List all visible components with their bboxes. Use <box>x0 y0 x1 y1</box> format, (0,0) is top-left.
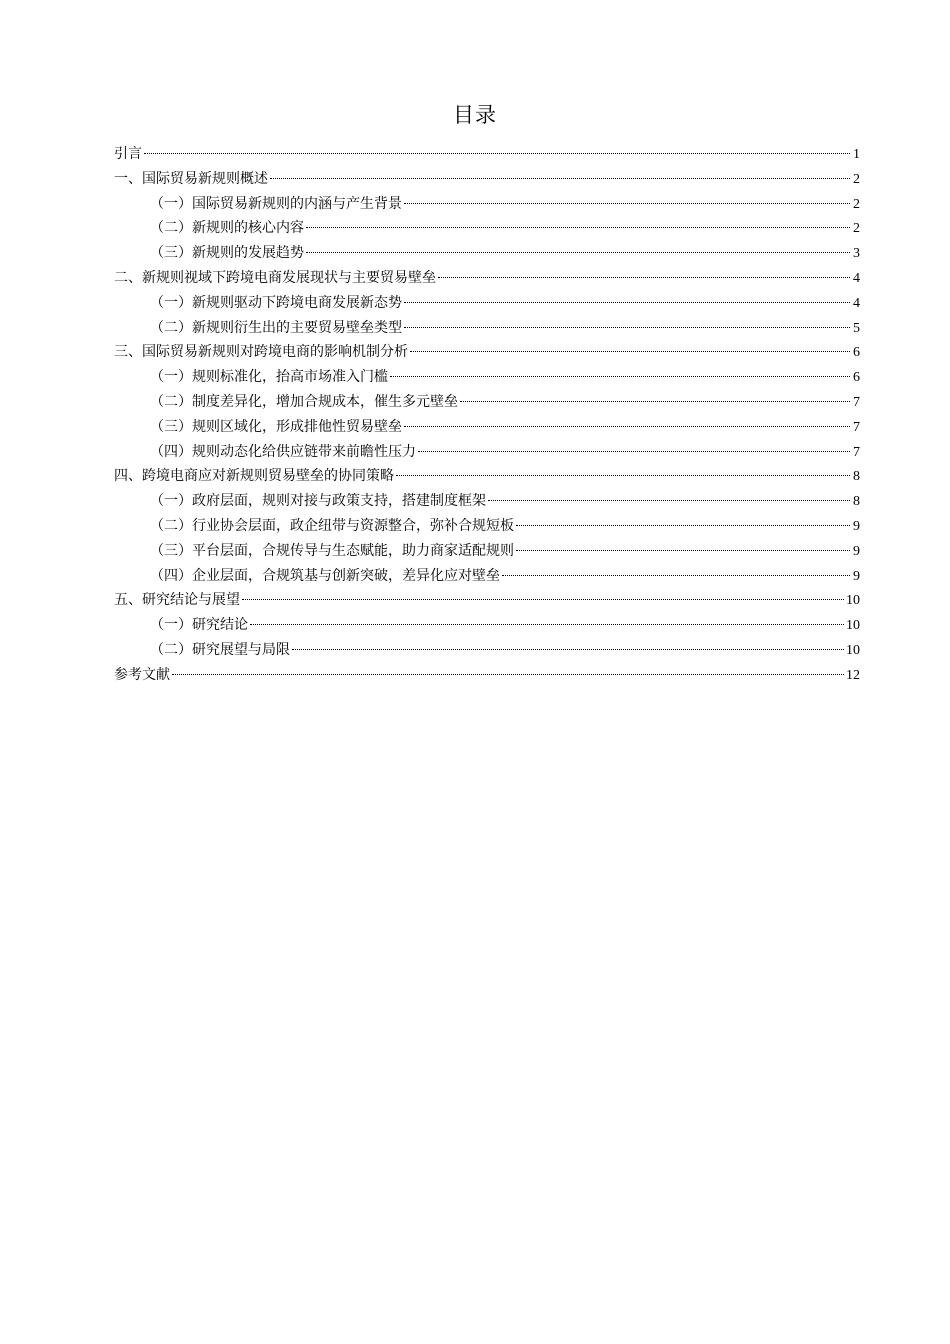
toc-entry-label: （三）新规则的发展趋势 <box>150 245 304 262</box>
toc-subsection-entry[interactable] <box>114 316 860 341</box>
toc-subsection-entry[interactable] <box>114 440 860 465</box>
page-title: 目录 <box>453 103 497 127</box>
toc-subsection-entry[interactable] <box>114 365 860 390</box>
toc-page-number: 5 <box>853 320 860 336</box>
toc-dot-leader <box>502 575 850 576</box>
toc-page-number: 7 <box>853 444 860 460</box>
toc-entry-label: （二）行业协会层面，政企纽带与资源整合，弥补合规短板 <box>150 517 514 534</box>
toc-dot-leader <box>172 674 844 675</box>
toc-entry-label: （一）研究结论 <box>150 617 248 634</box>
toc-page-number: 2 <box>853 221 860 237</box>
toc-page-number: 4 <box>853 295 860 311</box>
toc-subsection-entry[interactable] <box>114 241 860 266</box>
toc-section-entry[interactable] <box>114 266 860 291</box>
toc-entry-label: 参考文献 <box>114 666 170 683</box>
toc-dot-leader <box>396 475 850 476</box>
toc-subsection-entry[interactable] <box>114 489 860 514</box>
toc-entry-label: 二、新规则视域下跨境电商发展现状与主要贸易壁垒 <box>114 269 436 286</box>
toc-dot-leader <box>404 203 850 204</box>
toc-entry-label: （二）新规则的核心内容 <box>150 220 304 237</box>
toc-page-number: 10 <box>846 593 860 609</box>
toc-page-number: 10 <box>846 642 860 658</box>
toc-page-number: 7 <box>853 419 860 435</box>
toc-section-entry[interactable] <box>114 167 860 192</box>
toc-entry-label: 五、研究结论与展望 <box>114 592 240 609</box>
toc-dot-leader <box>144 153 850 154</box>
toc-page-number: 1 <box>853 147 860 162</box>
toc-page-number: 2 <box>853 171 860 187</box>
toc-entry-label: （二）制度差异化，增加合规成本，催生多元壁垒 <box>150 393 458 410</box>
toc-entry-label: （一）新规则驱动下跨境电商发展新态势 <box>150 294 402 311</box>
toc-dot-leader <box>270 178 850 179</box>
toc-subsection-entry[interactable] <box>114 216 860 241</box>
toc-entry-label: （一）国际贸易新规则的内涵与产生背景 <box>150 195 402 212</box>
toc-dot-leader <box>404 426 850 427</box>
toc-dot-leader <box>460 401 850 402</box>
toc-dot-leader <box>306 252 850 253</box>
toc-section-entry[interactable] <box>114 663 860 688</box>
toc-entry-label: （四）规则动态化给供应链带来前瞻性压力 <box>150 443 416 460</box>
toc-entry-label: （一）政府层面，规则对接与政策支持，搭建制度框架 <box>150 493 486 510</box>
toc-entry-label: （二）新规则衍生出的主要贸易壁垒类型 <box>150 319 402 336</box>
toc-dot-leader <box>306 227 850 228</box>
toc-page-number: 2 <box>853 196 860 212</box>
toc-page-number: 8 <box>853 494 860 510</box>
toc-subsection-entry[interactable] <box>114 390 860 415</box>
toc-subsection-entry[interactable] <box>114 638 860 663</box>
toc-page-number: 9 <box>853 543 860 559</box>
toc-dot-leader <box>292 649 844 650</box>
toc-page-number: 6 <box>853 345 860 361</box>
toc-dot-leader <box>242 599 844 600</box>
toc-dot-leader <box>410 351 850 352</box>
toc-page-number: 10 <box>846 618 860 634</box>
toc-subsection-entry[interactable] <box>114 539 860 564</box>
toc-entry-label: （三）规则区域化，形成排他性贸易壁垒 <box>150 418 402 435</box>
toc-dot-leader <box>418 451 850 452</box>
toc-subsection-entry[interactable] <box>114 613 860 638</box>
toc-subsection-entry[interactable] <box>114 291 860 316</box>
toc-page-number: 4 <box>853 270 860 286</box>
toc-subsection-entry[interactable] <box>114 192 860 217</box>
toc-entry-label: 四、跨境电商应对新规则贸易壁垒的协同策略 <box>114 468 394 485</box>
toc-section-entry[interactable] <box>114 464 860 489</box>
toc-dot-leader <box>488 500 850 501</box>
toc-page-number: 9 <box>853 568 860 584</box>
toc-subsection-entry[interactable] <box>114 514 860 539</box>
toc-section-entry[interactable] <box>114 588 860 613</box>
toc-entry-label: （三）平台层面，合规传导与生态赋能，助力商家适配规则 <box>150 542 514 559</box>
toc-entry-label: （四）企业层面，合规筑基与创新突破，差异化应对壁垒 <box>150 567 500 584</box>
toc-dot-leader <box>438 277 850 278</box>
toc-dot-leader <box>516 550 850 551</box>
toc-page-number: 6 <box>853 370 860 386</box>
toc-page-number: 3 <box>853 246 860 262</box>
toc-entry-label: 引言 <box>114 146 142 162</box>
toc-entry-label: （一）规则标准化，抬高市场准入门槛 <box>150 369 388 386</box>
toc-page-number: 7 <box>853 394 860 410</box>
toc-section-entry[interactable] <box>114 340 860 365</box>
table-of-contents <box>114 142 860 688</box>
toc-dot-leader <box>404 327 850 328</box>
toc-page-number: 12 <box>846 667 860 683</box>
toc-page-number: 9 <box>853 518 860 534</box>
toc-dot-leader <box>404 302 850 303</box>
toc-entry-label: 三、国际贸易新规则对跨境电商的影响机制分析 <box>114 344 408 361</box>
toc-entry-label: （二）研究展望与局限 <box>150 641 290 658</box>
toc-subsection-entry[interactable] <box>114 415 860 440</box>
toc-dot-leader <box>390 376 850 377</box>
toc-subsection-entry[interactable] <box>114 564 860 589</box>
toc-entry-label: 一、国际贸易新规则概述 <box>114 170 268 187</box>
toc-page-number: 8 <box>853 469 860 485</box>
toc-dot-leader <box>250 624 844 625</box>
toc-dot-leader <box>516 525 850 526</box>
toc-section-entry[interactable] <box>114 142 860 167</box>
